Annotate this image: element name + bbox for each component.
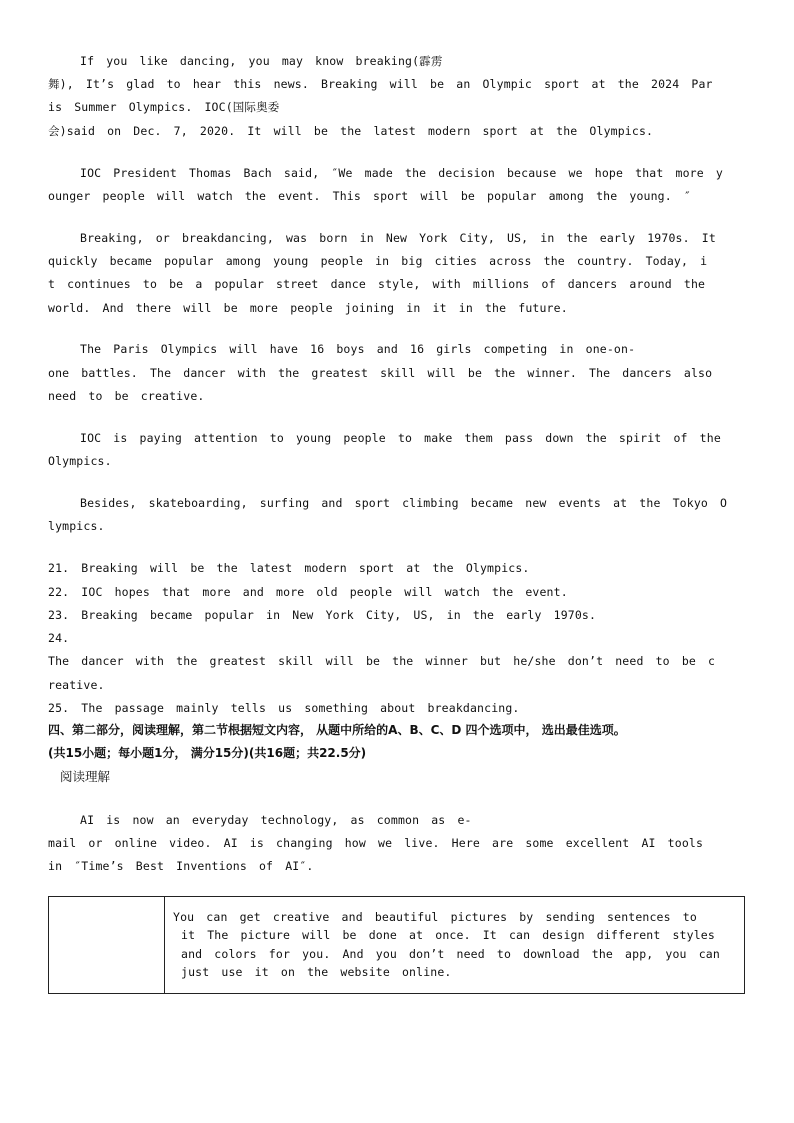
table-line-4: just use it on the website online. — [181, 965, 452, 979]
p3-line-2: quickly became popular among young people in big cities across the country. Today, i — [48, 254, 708, 268]
p3-line-4: world. And there will be more people joining in it in the future. — [48, 301, 568, 315]
p1-line-2: 舞), It’s glad to hear this news. Breaking will be an Olympic sport at the 2024 Par — [48, 77, 713, 91]
p1-line-4: 会)said on Dec. 7, 2020. It will be the latest modern sport at the Olympics. — [48, 124, 654, 138]
section-label: 阅读理解 — [60, 769, 111, 784]
p6-line-2: lympics. — [48, 519, 105, 533]
passage2-line-3: in ″Time’s Best Inventions of AI″. — [48, 859, 314, 873]
p4-line-2: one battles. The dancer with the greatest skill will be the winner. The dancers also — [48, 366, 713, 380]
p2-line-1: IOC President Thomas Bach said, ″We made the decision because we hope that more y — [80, 166, 723, 180]
table-left-cell — [49, 897, 165, 993]
section-heading: 四、第二部分，阅读理解，第二节根据短文内容， 从题中所给的A、B、C、D 四个选项中， 选出最佳选项。 — [48, 723, 626, 737]
p1-line-1: If you like dancing, you may know breaking(霹雳 — [80, 54, 443, 68]
p6-line-1: Besides, skateboarding, surfing and sport climbing became new events at the Tokyo O — [80, 496, 728, 510]
section-subheading: (共15小题；每小题1分， 满分15分)(共16题；共22.5分) — [48, 746, 367, 760]
question-21: 21. Breaking will be the latest modern sport at the Olympics. — [48, 561, 530, 575]
question-24-number: 24. — [48, 631, 70, 645]
question-25: 25. The passage mainly tells us something about breakdancing. — [48, 701, 520, 715]
question-23: 23. Breaking became popular in New York City, US, in the early 1970s. — [48, 608, 597, 622]
question-24-line-2: reative. — [48, 678, 105, 692]
question-24-line-1: The dancer with the greatest skill will be the winner but he/she don’t need to be c — [48, 654, 716, 668]
p2-line-2: ounger people will watch the event. This sport will be popular among the young. ″ — [48, 189, 691, 203]
p1-line-3: is Summer Olympics. IOC(国际奥委 — [48, 100, 280, 114]
p4-line-3: need to be creative. — [48, 389, 205, 403]
table-line-3: and colors for you. And you don’t need to download the app, you can — [181, 947, 720, 961]
p3-line-3: t continues to be a popular street dance style, with millions of dancers around the — [48, 277, 706, 291]
p5-line-1: IOC is paying attention to young people to make them pass down the spirit of the — [80, 431, 721, 445]
table-line-2: it The picture will be done at once. It can design different styles — [181, 928, 715, 942]
p4-line-1: The Paris Olympics will have 16 boys and 16 girls competing in one-on- — [80, 342, 636, 356]
p3-line-1: Breaking, or breakdancing, was born in New York City, US, in the early 1970s. It — [80, 231, 716, 245]
passage2-line-1: AI is now an everyday technology, as common as e- — [80, 813, 472, 827]
ai-tool-table — [48, 896, 745, 994]
passage2-line-2: mail or online video. AI is changing how we live. Here are some excellent AI tools — [48, 836, 704, 850]
question-22: 22. IOC hopes that more and more old people will watch the event. — [48, 585, 568, 599]
p5-line-2: Olympics. — [48, 454, 112, 468]
table-line-1: You can get creative and beautiful pictures by sending sentences to — [173, 910, 697, 924]
